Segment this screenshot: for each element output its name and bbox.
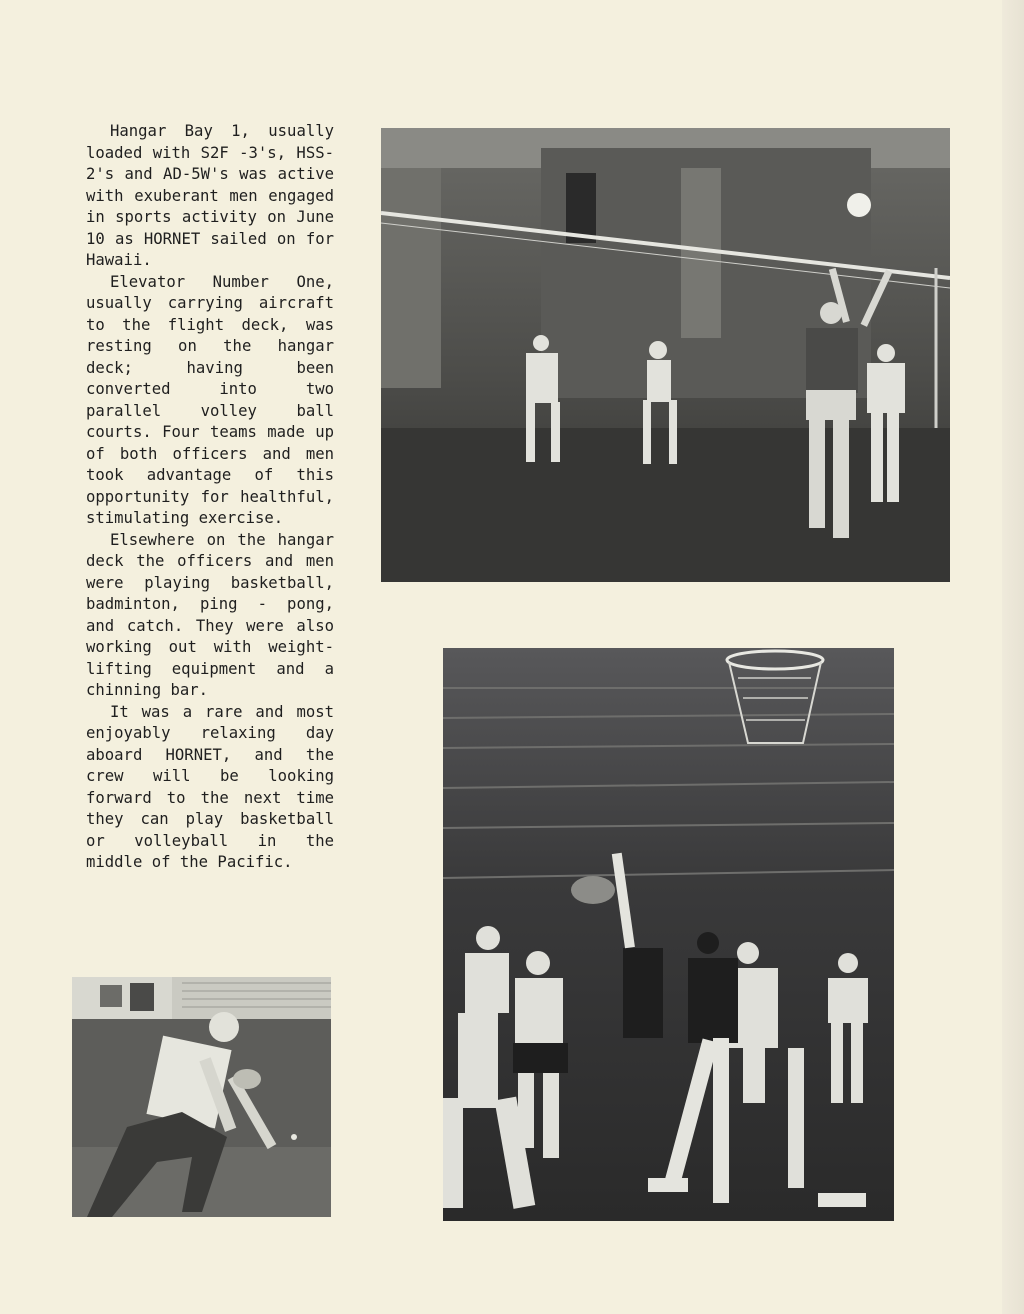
volleyball-photo-image <box>381 128 950 582</box>
article-paragraph-2: Elevator Number One, usually carrying aircraft to the flight deck, was resting on the hangar deck; having been converted into two parallel volley ball courts. Four teams made up of both officers and men took advantage of this opportunity for healthful, stimulating exercise. <box>86 272 334 527</box>
basketball-photo-image <box>443 648 894 1221</box>
article-paragraph-3: Elsewhere on the hangar deck the officers and men were playing basketball, badminton, ping - pong, and catch. They were also working out with weight-lifting equipment and a chinning bar. <box>86 530 334 699</box>
catch-photo-image <box>72 977 331 1217</box>
article-paragraph-1: Hangar Bay 1, usually loaded with S2F -3's, HSS-2's and AD-5W's was active with exuberant men engaged in sports activity on June 10 as HORNET sailed on for Hawaii. <box>86 122 334 269</box>
article-column <box>86 121 334 874</box>
article-paragraph-4: It was a rare and most enjoyably relaxing day aboard HORNET, and the crew will be looking forward to the next time they can play basketball or volleyball in the middle of the Pacific. <box>86 702 334 871</box>
volleyball-photo <box>381 128 950 582</box>
basketball-photo <box>443 648 894 1221</box>
page-edge <box>1002 0 1024 1314</box>
catch-photo <box>72 977 331 1217</box>
